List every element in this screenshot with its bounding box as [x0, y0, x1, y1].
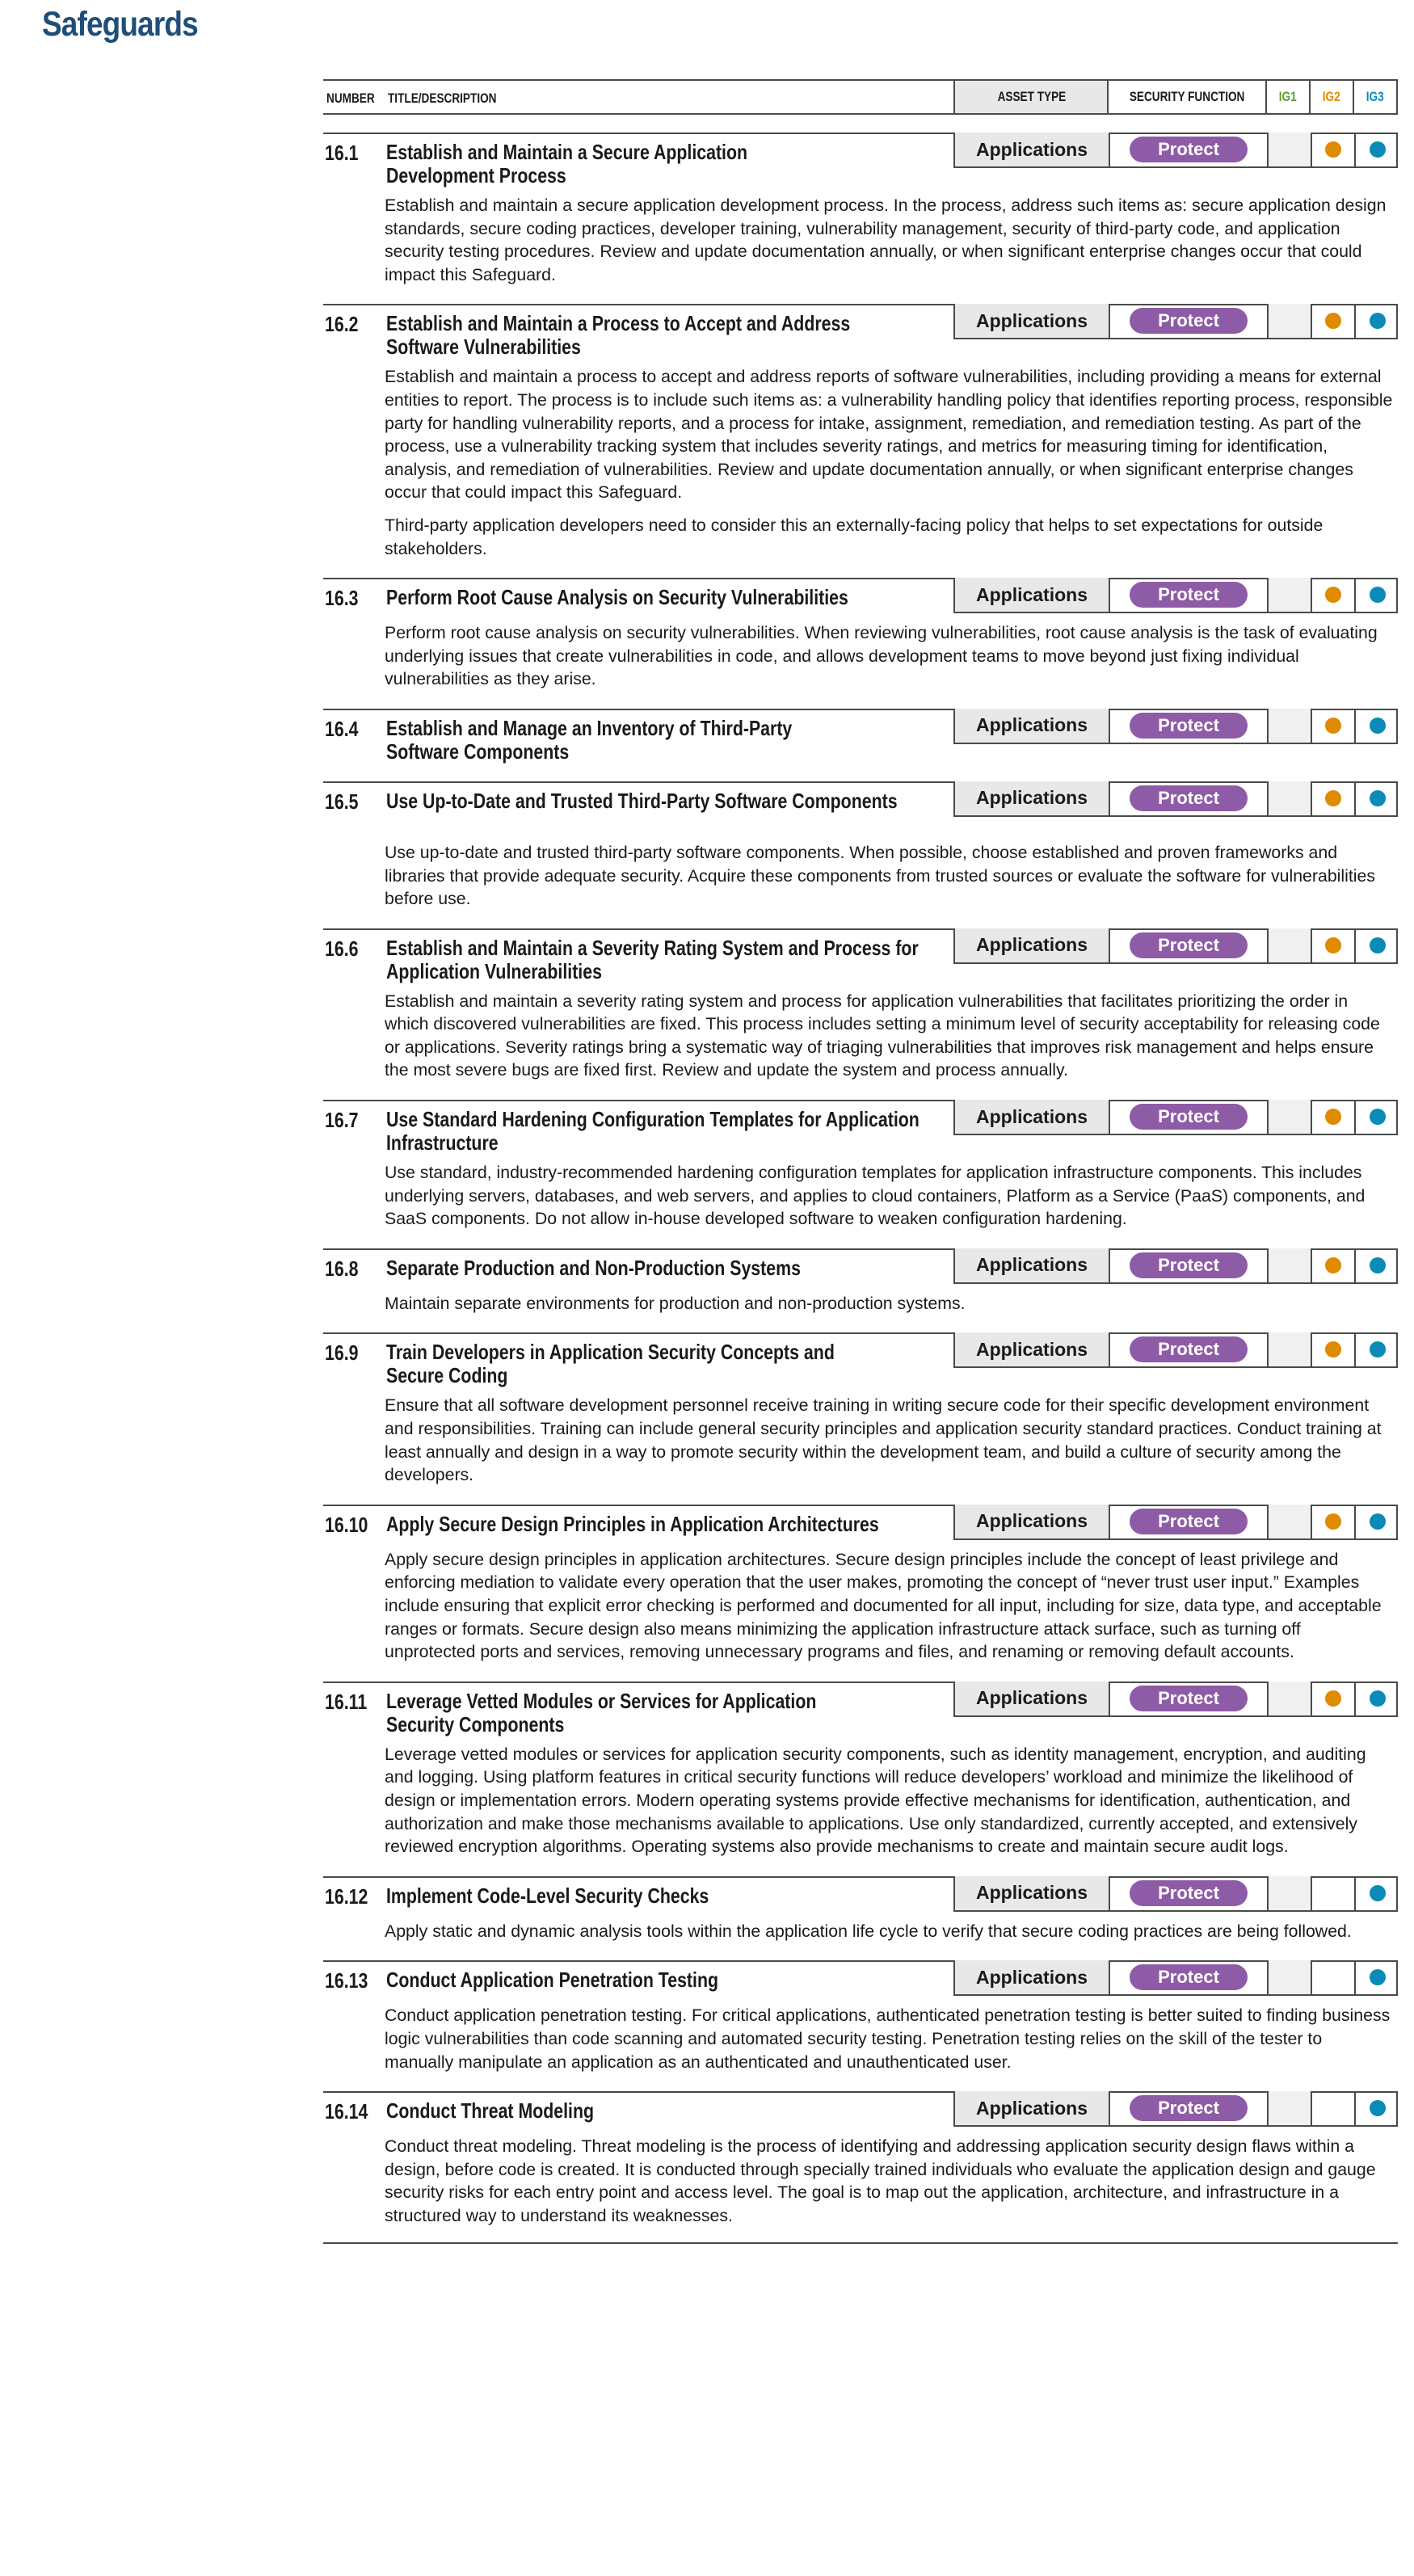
- ig1-cell: [1267, 2091, 1311, 2125]
- header-ig2: IG2: [1309, 81, 1353, 113]
- safeguard-number: 16.11: [325, 1689, 368, 1714]
- safeguard-title-line: Leverage Vetted Modules or Services for Application: [386, 1688, 817, 1713]
- safeguard-row: [323, 1505, 1398, 1664]
- safeguard-description: [385, 841, 1395, 911]
- asset-type-cell: [953, 304, 1109, 338]
- safeguard-row: [323, 2091, 1398, 2227]
- asset-type-label: Applications: [975, 1105, 1088, 1127]
- safeguard-title: [386, 709, 850, 764]
- safeguard-attributes: [953, 1960, 1398, 1996]
- protect-badge: Protect: [1130, 932, 1248, 958]
- safeguards-table: [323, 79, 1398, 2244]
- security-function-cell: [1109, 1505, 1267, 1538]
- safeguard-title-line: Conduct Threat Modeling: [386, 2098, 595, 2124]
- safeguard-header: [323, 781, 1398, 819]
- ig3-cell: [1354, 1248, 1399, 1282]
- ig1-cell: [1267, 1100, 1311, 1134]
- ig3-dot-icon: [1370, 141, 1386, 158]
- ig2-dot-icon: [1325, 1341, 1341, 1357]
- ig1-cell: [1267, 1682, 1311, 1715]
- safeguard-title-line: Establish and Manage an Inventory of Third-Party: [386, 715, 793, 740]
- safeguard-title-line: Secure Coding: [386, 1363, 508, 1388]
- ig3-cell: [1354, 928, 1399, 962]
- ig3-cell: [1354, 1876, 1399, 1910]
- protect-badge: Protect: [1130, 1104, 1248, 1130]
- ig2-cell: [1311, 1682, 1354, 1715]
- protect-badge: Protect: [1130, 1880, 1248, 1906]
- protect-badge: Protect: [1130, 785, 1248, 811]
- ig3-dot-icon: [1370, 718, 1386, 734]
- safeguard-description: [385, 1394, 1395, 1486]
- ig3-dot-icon: [1370, 1109, 1386, 1125]
- safeguard-title: [386, 1682, 850, 1736]
- ig3-cell: [1354, 709, 1399, 743]
- security-function-cell: [1109, 304, 1267, 338]
- safeguard-number: 16.12: [325, 1884, 368, 1909]
- ig2-dot-icon: [1325, 141, 1341, 158]
- safeguard-number: 16.10: [325, 1512, 368, 1537]
- ig2-cell: [1311, 781, 1354, 815]
- asset-type-cell: [953, 1332, 1109, 1366]
- description-paragraph: Use up-to-date and trusted third-party software components. When possible, choose established and proven frameworks and libraries that provide adequate security. Acquire these components from trusted sources or evaluate the software for vulnerabilities before use.: [385, 842, 1375, 909]
- description-paragraph: Use standard, industry-recommended hardening configuration templates for application infrastructure components. This includes underlying servers, databases, and web servers, and applies to cloud containers, Platform as a Service (PaaS) components, and SaaS components. Do not allow in-house developed software to weaken configuration hardening.: [385, 1163, 1366, 1229]
- description-paragraph: Establish and maintain a secure application development process. In the process, address such items as: secure application design standards, secure coding practices, developer training, vulnerability management, security of third-party code, and application security testing procedures. Review and update documentation annually, or when significant enterprise changes occur that could impact this Safeguard.: [385, 196, 1387, 284]
- ig1-cell: [1267, 1876, 1311, 1910]
- ig2-dot-icon: [1325, 1257, 1341, 1273]
- safeguard-list: [323, 133, 1398, 2228]
- ig2-cell: [1311, 709, 1354, 743]
- asset-type-label: Applications: [975, 1882, 1088, 1904]
- safeguard-row: [323, 709, 1398, 764]
- safeguard-number: 16.8: [325, 1256, 359, 1281]
- safeguard-attributes: [953, 133, 1398, 168]
- safeguard-number: 16.2: [325, 312, 359, 337]
- protect-badge: Protect: [1130, 2095, 1248, 2121]
- ig2-cell: [1311, 1505, 1354, 1538]
- ig1-cell: [1267, 709, 1311, 743]
- security-function-cell: [1109, 928, 1267, 962]
- asset-type-cell: [953, 2091, 1109, 2125]
- table-end-line: [323, 2242, 1398, 2244]
- safeguard-title: [386, 1876, 850, 1908]
- safeguard-description: [385, 990, 1395, 1082]
- asset-type-label: Applications: [975, 1966, 1088, 1988]
- ig3-dot-icon: [1370, 1885, 1386, 1901]
- asset-type-cell: [953, 928, 1109, 962]
- description-paragraph: Perform root cause analysis on security vulnerabilities. When reviewing vulnerabilities, root cause analysis is the task of evaluating underlying issues that create vulnerabilities in code, and allows development teams to move beyond just fixing individual vulnerabilities as they arise.: [385, 623, 1378, 689]
- security-function-cell: [1109, 578, 1267, 612]
- ig2-dot-icon: [1325, 1513, 1341, 1530]
- ig3-cell: [1354, 1505, 1399, 1538]
- ig2-cell: [1311, 2091, 1354, 2125]
- description-paragraph: Conduct threat modeling. Threat modeling is the process of identifying and addressing application security design flaws within a design, before code is created. It is conducted through specially trained individuals who evaluate the application design and gauge security risks for each entry point and access level. The goal is to map out the application, architecture, and infrastructure in a structured way to understand its weaknesses.: [385, 2136, 1376, 2225]
- ig2-cell: [1311, 1332, 1354, 1366]
- asset-type-label: Applications: [975, 138, 1088, 160]
- safeguard-header: [323, 1682, 1398, 1736]
- security-function-cell: [1109, 1682, 1267, 1715]
- safeguard-header: [323, 709, 1398, 764]
- safeguard-title-line: Development Process: [386, 163, 566, 187]
- ig2-dot-icon: [1325, 1690, 1341, 1707]
- safeguard-row: [323, 133, 1398, 286]
- safeguard-header: [323, 2091, 1398, 2128]
- safeguard-row: [323, 1960, 1398, 2073]
- header-security-function: SECURITY FUNCTION: [1107, 81, 1265, 113]
- safeguard-header: [323, 1248, 1398, 1286]
- security-function-cell: [1109, 1960, 1267, 1994]
- safeguard-title-line: Perform Root Cause Analysis on Security Vulnerabilities: [386, 585, 848, 610]
- safeguard-description: [385, 365, 1395, 560]
- ig3-cell: [1354, 1960, 1399, 1994]
- ig3-cell: [1354, 304, 1399, 338]
- ig2-cell: [1311, 1960, 1354, 1994]
- safeguard-row: [323, 1876, 1398, 1943]
- safeguard-title: [386, 2091, 850, 2123]
- protect-badge: Protect: [1130, 1336, 1248, 1362]
- table-header: [323, 79, 1398, 115]
- description-paragraph: Leverage vetted modules or services for application security components, such as identity management, encryption, and auditing and logging. Using platform features in critical security functions will reduce developers’ workload and minimize the likelihood of design or implementation errors. Modern operating systems provide effective mechanisms for identification, authentication, and authorization and make those mechanisms available to applications. Use only standardized, currently accepted, and extensively reviewed encryption algorithms. Operating systems also provide mechanisms to create and maintain secure audit logs.: [385, 1744, 1366, 1857]
- security-function-cell: [1109, 1248, 1267, 1282]
- asset-type-label: Applications: [975, 1338, 1088, 1360]
- safeguard-row: [323, 781, 1398, 911]
- safeguard-attributes: [953, 928, 1398, 964]
- safeguard-attributes: [953, 1682, 1398, 1717]
- safeguard-attributes: [953, 578, 1398, 613]
- protect-badge: Protect: [1130, 308, 1248, 334]
- safeguard-number: 16.9: [325, 1341, 359, 1366]
- ig2-cell: [1311, 1248, 1354, 1282]
- safeguard-header: [323, 304, 1398, 359]
- safeguard-title-line: Use Up-to-Date and Trusted Third-Party Software Components: [386, 788, 898, 813]
- safeguard-description: [385, 1161, 1395, 1231]
- page-title: Safeguards: [42, 5, 198, 44]
- safeguard-row: [323, 578, 1398, 691]
- asset-type-label: Applications: [975, 714, 1088, 736]
- header-ig3: IG3: [1353, 81, 1398, 113]
- asset-type-cell: [953, 781, 1109, 815]
- ig3-dot-icon: [1370, 1341, 1386, 1357]
- safeguard-description: [385, 1292, 1395, 1315]
- ig2-cell: [1311, 304, 1354, 338]
- safeguard-description: [385, 2135, 1395, 2227]
- ig3-dot-icon: [1370, 313, 1386, 329]
- safeguard-title-line: Separate Production and Non-Production Systems: [386, 1255, 801, 1280]
- asset-type-cell: [953, 578, 1109, 612]
- safeguard-attributes: [953, 1332, 1398, 1368]
- safeguard-attributes: [953, 304, 1398, 339]
- ig2-dot-icon: [1325, 790, 1341, 806]
- protect-badge: Protect: [1130, 1509, 1248, 1534]
- ig1-cell: [1267, 133, 1311, 166]
- safeguard-attributes: [953, 1505, 1398, 1540]
- description-paragraph: Establish and maintain a process to accept and address reports of software vulnerabilities, including providing a means for external entities to report. The process is to include such items as: a vulnerability handling policy that identifies reporting process, responsible party for handling vulnerability reports, and a process for intake, assignment, remediation, and remediation testing. As part of the process, use a vulnerability tracking system that includes severity ratings, and metrics for measuring timing for identification, analysis, and remediation of vulnerabilities. Review and update documentation annually, or when significant enterprise changes occur that could impact this Safeguard.: [385, 367, 1393, 503]
- ig3-cell: [1354, 1100, 1399, 1134]
- asset-type-label: Applications: [975, 2097, 1088, 2119]
- ig1-cell: [1267, 781, 1311, 815]
- safeguard-header: [323, 928, 1398, 983]
- asset-type-cell: [953, 133, 1109, 166]
- safeguard-header: [323, 1876, 1398, 1913]
- ig2-cell: [1311, 1100, 1354, 1134]
- safeguard-title: [386, 1505, 879, 1536]
- ig1-cell: [1267, 1505, 1311, 1538]
- safeguard-title: [386, 928, 919, 983]
- protect-badge: Protect: [1130, 137, 1248, 162]
- ig3-dot-icon: [1370, 1969, 1386, 1985]
- asset-type-label: Applications: [975, 1510, 1088, 1532]
- security-function-cell: [1109, 2091, 1267, 2125]
- ig2-dot-icon: [1325, 718, 1341, 734]
- asset-type-cell: [953, 1100, 1109, 1134]
- asset-type-label: Applications: [975, 1687, 1088, 1709]
- asset-type-label: Applications: [975, 934, 1088, 956]
- asset-type-cell: [953, 1960, 1109, 1994]
- asset-type-cell: [953, 709, 1109, 743]
- security-function-cell: [1109, 781, 1267, 815]
- asset-type-cell: [953, 1248, 1109, 1282]
- asset-type-cell: [953, 1505, 1109, 1538]
- safeguard-description: [385, 194, 1395, 286]
- security-function-cell: [1109, 1100, 1267, 1134]
- ig2-cell: [1311, 928, 1354, 962]
- protect-badge: Protect: [1130, 1964, 1248, 1990]
- safeguard-attributes: [953, 1100, 1398, 1135]
- security-function-cell: [1109, 133, 1267, 166]
- ig3-dot-icon: [1370, 2100, 1386, 2116]
- ig3-cell: [1354, 781, 1399, 815]
- asset-type-label: Applications: [975, 309, 1088, 331]
- ig3-cell: [1354, 1332, 1399, 1366]
- safeguard-number: 16.6: [325, 936, 359, 961]
- ig2-dot-icon: [1325, 587, 1341, 603]
- ig2-cell: [1311, 1876, 1354, 1910]
- ig3-cell: [1354, 1682, 1399, 1715]
- safeguard-title: [386, 1332, 850, 1387]
- safeguard-number: 16.4: [325, 716, 359, 741]
- protect-badge: Protect: [1130, 1252, 1248, 1278]
- ig2-cell: [1311, 578, 1354, 612]
- ig3-cell: [1354, 133, 1399, 166]
- safeguard-description: [385, 1743, 1395, 1858]
- safeguard-header: [323, 578, 1398, 615]
- safeguard-title-line: Software Vulnerabilities: [386, 335, 581, 360]
- safeguard-attributes: [953, 1876, 1398, 1912]
- safeguard-title-line: Application Vulnerabilities: [386, 958, 602, 983]
- header-asset-type: ASSET TYPE: [953, 81, 1109, 113]
- safeguard-description: [385, 1920, 1395, 1943]
- safeguard-attributes: [953, 781, 1398, 817]
- safeguard-title-line: Implement Code-Level Security Checks: [386, 1883, 709, 1908]
- ig2-dot-icon: [1325, 937, 1341, 953]
- safeguard-row: [323, 304, 1398, 560]
- safeguard-header: [323, 1100, 1398, 1155]
- description-paragraph: Apply static and dynamic analysis tools within the application life cycle to verify that secure coding practices are being followed.: [385, 1921, 1352, 1941]
- ig2-dot-icon: [1325, 313, 1341, 329]
- asset-type-cell: [953, 1682, 1109, 1715]
- safeguard-description: [385, 2004, 1395, 2073]
- safeguard-title: [386, 1960, 850, 1992]
- safeguard-title: [386, 133, 850, 187]
- ig3-cell: [1354, 2091, 1399, 2125]
- asset-type-cell: [953, 1876, 1109, 1910]
- ig3-dot-icon: [1370, 587, 1386, 603]
- safeguard-header: [323, 133, 1398, 187]
- safeguard-header: [323, 1960, 1398, 1997]
- ig3-dot-icon: [1370, 1690, 1386, 1707]
- ig3-dot-icon: [1370, 1513, 1386, 1530]
- safeguard-title-line: Train Developers in Application Security Concepts and: [386, 1340, 835, 1365]
- description-paragraph: Conduct application penetration testing. For critical applications, authenticated penetration testing is better suited to finding business logic vulnerabilities than code scanning and automated security testing. Penetration testing relies on the skill of the tester to manually manipulate an application as an authenticated and unauthenticated user.: [385, 2006, 1391, 2072]
- safeguard-number: 16.7: [325, 1108, 359, 1133]
- safeguard-row: [323, 1100, 1398, 1231]
- security-function-cell: [1109, 1332, 1267, 1366]
- asset-type-label: Applications: [975, 787, 1088, 809]
- ig2-dot-icon: [1325, 1109, 1341, 1125]
- safeguard-number: 16.5: [325, 789, 359, 814]
- safeguard-title-line: Establish and Maintain a Severity Rating System and Process for: [386, 935, 919, 960]
- safeguard-attributes: [953, 1248, 1398, 1284]
- safeguard-row: [323, 928, 1398, 1082]
- safeguard-row: [323, 1248, 1398, 1315]
- safeguard-title-line: Use Standard Hardening Configuration Templates for Application: [386, 1107, 920, 1132]
- safeguard-title: [386, 1248, 850, 1280]
- safeguard-number: 16.14: [325, 2099, 368, 2124]
- safeguard-title-line: Software Components: [386, 739, 570, 764]
- protect-badge: Protect: [1130, 1686, 1248, 1711]
- asset-type-label: Applications: [975, 1254, 1088, 1276]
- header-number: NUMBER: [326, 90, 375, 106]
- ig1-cell: [1267, 928, 1311, 962]
- safeguard-header: [323, 1332, 1398, 1387]
- asset-type-label: Applications: [975, 583, 1088, 605]
- security-function-cell: [1109, 709, 1267, 743]
- description-paragraph: Apply secure design principles in application architectures. Secure design principles include the concept of least privilege and enforcing mediation to validate every operation that the user makes, promoting the concept of “never trust user input.” Examples include ensuring that explicit error checking is performed and documented for all input, including for size, data type, and acceptable ranges or formats. Secure design also means minimizing the application infrastructure attack surface, such as turning off unprotected ports and services, removing unnecessary programs and files, and renaming or removing default accounts.: [385, 1549, 1382, 1662]
- security-function-cell: [1109, 1876, 1267, 1910]
- safeguard-number: 16.1: [325, 141, 359, 165]
- safeguard-title-line: Establish and Maintain a Process to Accept and Address: [386, 311, 851, 336]
- description-paragraph: Third-party application developers need to consider this an externally-facing policy that helps to set expectations for outside stakeholders.: [385, 515, 1324, 558]
- safeguard-number: 16.13: [325, 1968, 368, 1993]
- safeguard-row: [323, 1332, 1398, 1486]
- safeguard-title-line: Infrastructure: [386, 1130, 499, 1155]
- safeguard-number: 16.3: [325, 586, 359, 611]
- safeguard-description: [385, 621, 1395, 691]
- ig1-cell: [1267, 1332, 1311, 1366]
- description-paragraph: Ensure that all software development personnel receive training in writing secure code for their specific development environment and responsibilities. Training can include general security principles and application security standard practices. Conduct training at least annually and design in a way to promote security within the development team, and build a culture of security among the developers.: [385, 1395, 1382, 1485]
- safeguard-row: [323, 1682, 1398, 1858]
- protect-badge: Protect: [1130, 713, 1248, 739]
- ig3-dot-icon: [1370, 790, 1386, 806]
- safeguard-description: [385, 1548, 1395, 1664]
- ig1-cell: [1267, 1960, 1311, 1994]
- ig1-cell: [1267, 304, 1311, 338]
- ig1-cell: [1267, 1248, 1311, 1282]
- header-ig1: IG1: [1265, 81, 1309, 113]
- protect-badge: Protect: [1130, 582, 1248, 608]
- ig3-dot-icon: [1370, 937, 1386, 953]
- safeguard-title-line: Apply Secure Design Principles in Application Architectures: [386, 1511, 879, 1536]
- ig3-cell: [1354, 578, 1399, 612]
- safeguard-title-line: Establish and Maintain a Secure Application: [386, 140, 748, 164]
- safeguard-attributes: [953, 709, 1398, 744]
- description-paragraph: Maintain separate environments for production and non-production systems.: [385, 1293, 966, 1313]
- header-title: TITLE/DESCRIPTION: [388, 90, 497, 106]
- safeguard-title: [386, 578, 850, 609]
- safeguard-header: [323, 1505, 1398, 1542]
- safeguard-title: [386, 304, 850, 359]
- safeguard-title: [386, 1100, 920, 1155]
- ig2-cell: [1311, 133, 1354, 166]
- safeguard-title-line: Conduct Application Penetration Testing: [386, 1968, 719, 1993]
- ig1-cell: [1267, 578, 1311, 612]
- safeguard-title: [386, 781, 898, 813]
- description-paragraph: Establish and maintain a severity rating system and process for application vulnerabilities that facilitates prioritizing the order in which discovered vulnerabilities are fixed. This process includes setting a minimum level of security acceptability for releasing code or applications. Severity ratings bring a systematic way of triaging vulnerabilities that improves risk management and helps ensure the most severe bugs are fixed first. Review and update the system and process annually.: [385, 991, 1380, 1080]
- safeguard-title-line: Security Components: [386, 1711, 565, 1736]
- safeguard-attributes: [953, 2091, 1398, 2127]
- ig3-dot-icon: [1370, 1257, 1386, 1273]
